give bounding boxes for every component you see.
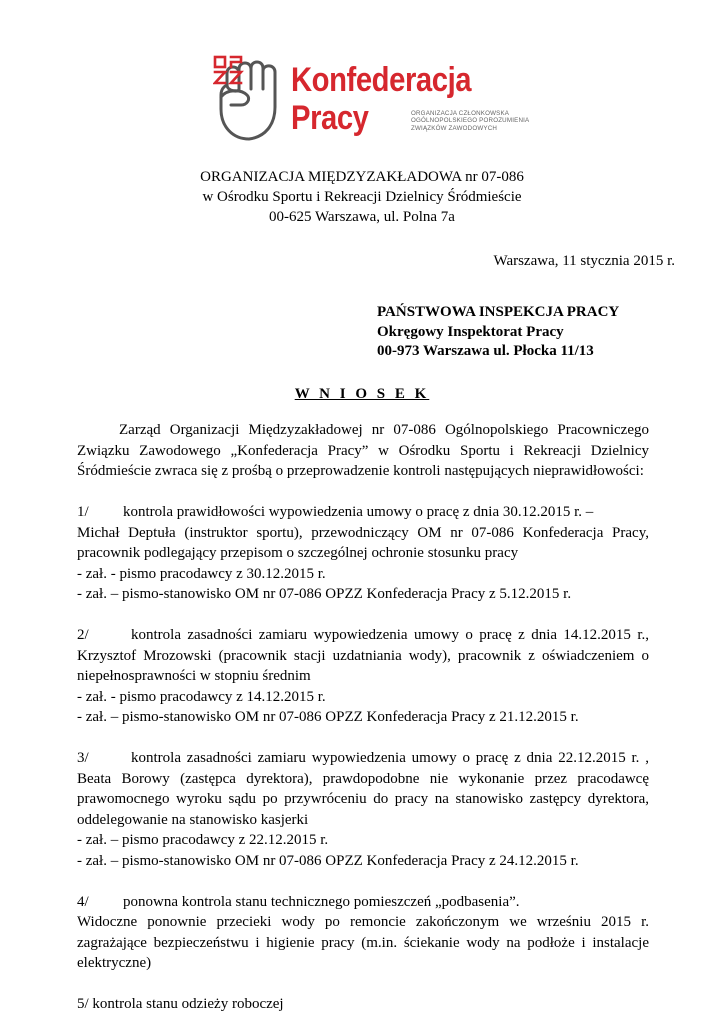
item-5: 5/ kontrola stanu odzieży roboczej: [77, 996, 284, 1012]
attachment-line: - zał. - pismo pracodawcy z 14.12.2015 r.: [77, 688, 326, 705]
item-lead: kontrola zasadności zamiaru wypowiedzenia umowy o pracę z dnia 14.12.2015 r., Krzysztof Mrozowski (pracownik stacji uzdatniania wody), pracownik z oświadczeniem o niepełnosprawności w stopniu średnim: [77, 627, 649, 684]
document-body: [77, 420, 649, 1015]
attachment-line: - zał. – pismo-stanowisko OM nr 07-086 OPZZ Konfederacja Pracy z 24.12.2015 r.: [77, 852, 579, 869]
intro-paragraph: Zarząd Organizacji Międzyzakładowej nr 07-086 Ogólnopolskiego Pracowniczego Związku Zawodowego „Konfederacja Pracy” w Ośrodku Sportu i Rekreacji Dzielnicy Śródmieście zwraca się z prośbą o przeprowadzenie kontroli następujących nieprawidłowości:: [77, 422, 649, 479]
recipient-address: [377, 303, 619, 362]
attachment-line: - zał. – pismo-stanowisko OM nr 07-086 OPZZ Konfederacja Pracy z 21.12.2015 r.: [77, 709, 579, 725]
logo-subtitle: [411, 110, 529, 132]
attachment-line: - zał. – pismo-stanowisko OM nr 07-086 OPZZ Konfederacja Pracy z 5.12.2015 r.: [77, 586, 572, 602]
logo-subtitle-line: ZWIĄZKÓW ZAWODOWYCH: [411, 124, 498, 132]
item-lead: kontrola zasadności zamiaru wypowiedzenia umowy o pracę z dnia 22.12.2015 r. , Beata Borowy (zastępca dyrektora), prawdopodobne nie wykonanie przez pracodawcę prawomocnego wyroku sądu po przywróceniu do pracy na stanowisko zastępcy dyrektora, oddelegowanie na stanowisko kasjerki: [77, 750, 649, 828]
item-1: [77, 502, 649, 523]
sender-header: [0, 167, 724, 227]
recipient-line: 00-973 Warszawa ul. Płocka 11/13: [377, 343, 594, 359]
item-4: [77, 892, 649, 913]
logo-word-pracy: Pracy: [291, 99, 369, 137]
item-number: 4/: [77, 893, 89, 910]
item-number: 2/: [77, 627, 89, 643]
item-number: 3/: [77, 750, 89, 766]
recipient-line: PAŃSTWOWA INSPEKCJA PRACY: [377, 304, 620, 320]
item-lead: kontrola prawidłowości wypowiedzenia umowy o pracę z dnia 30.12.2015 r. –: [123, 504, 594, 520]
opzz-icon: [213, 55, 245, 85]
item-number: 1/: [77, 504, 89, 520]
sender-line: w Ośrodku Sportu i Rekreacji Dzielnicy Śródmieście: [202, 189, 522, 205]
logo: [213, 55, 530, 150]
item-4-text: Widoczne ponownie przecieki wody po remoncie zakończonym we wrześniu 2015 r. zagrażające bezpieczeństwu i higienie pracy (m.in. ściekanie wody na podłoże i instalacje elektryczne): [77, 914, 649, 971]
logo-subtitle-line: OGÓLNOPOLSKIEGO POROZUMIENIA: [411, 117, 530, 125]
logo-word-konfederacja: Konfederacja: [291, 61, 472, 99]
attachment-line: - zał. - pismo pracodawcy z 30.12.2015 r.: [77, 565, 326, 582]
item-3: [77, 748, 649, 830]
attachment-line: - zał. – pismo pracodawcy z 22.12.2015 r.: [77, 832, 329, 848]
item-lead: ponowna kontrola stanu technicznego pomieszczeń „podbasenia”.: [123, 893, 520, 910]
sender-line: 00-625 Warszawa, ul. Polna 7a: [269, 209, 455, 225]
logo-subtitle-line: ORGANIZACJA CZŁONKOWSKA: [411, 110, 510, 117]
item-1-text: Michał Deptuła (instruktor sportu), przewodniczący OM nr 07-086 Konfederacja Pracy, pracownik podlegający przepisom o szczególnej ochronie stosunku pracy: [77, 524, 649, 561]
document-title: [0, 386, 724, 403]
sender-line: ORGANIZACJA MIĘDZYZAKŁADOWA nr 07-086: [200, 169, 524, 185]
recipient-line: Okręgowy Inspektorat Pracy: [377, 323, 564, 340]
document-date: Warszawa, 11 stycznia 2015 r.: [493, 253, 675, 269]
item-2: [77, 625, 649, 687]
title-text: W N I O S E K: [294, 386, 430, 402]
